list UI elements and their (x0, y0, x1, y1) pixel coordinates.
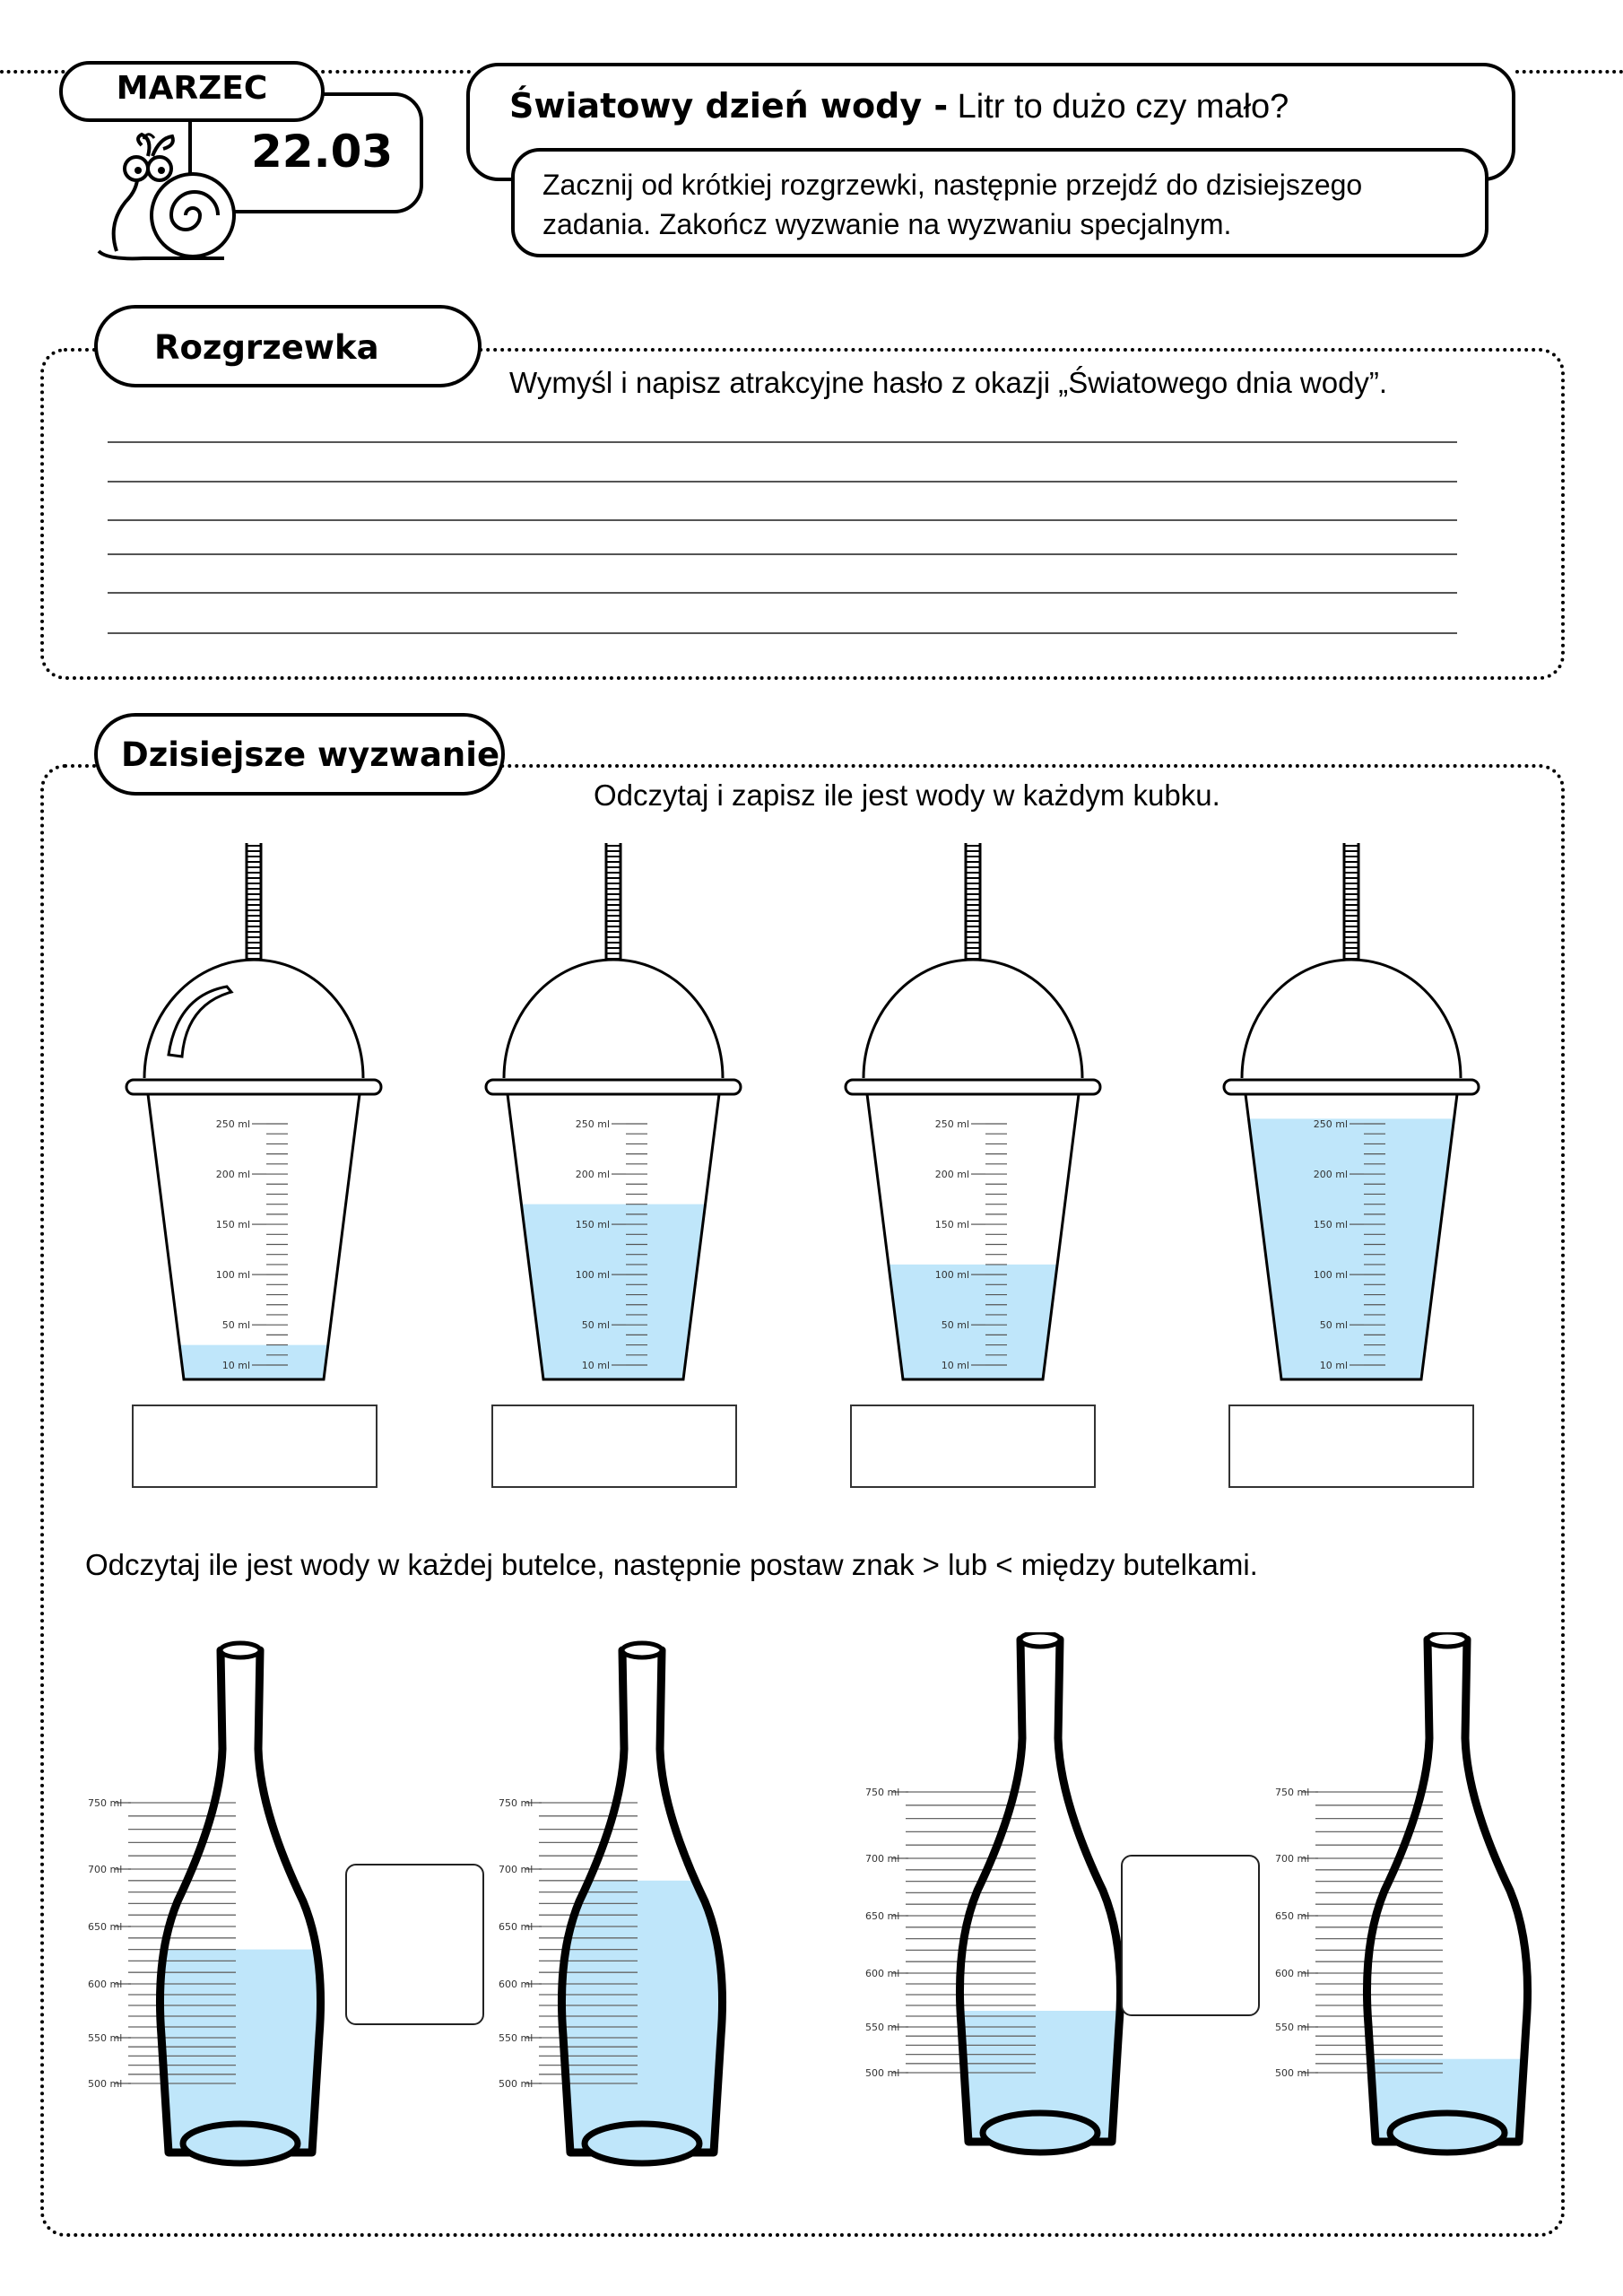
bottle-scale-label: 600 ml (865, 1968, 900, 1979)
cup-scale-label: 250 ml (934, 1118, 969, 1130)
cup-scale-label: 200 ml (215, 1169, 250, 1181)
bottle-scale-label: 500 ml (1275, 2067, 1310, 2079)
title-bold: Światowy dzień wody - (509, 86, 949, 126)
cup-scale-label: 200 ml (575, 1169, 610, 1181)
cup-scale-label: 100 ml (575, 1269, 610, 1282)
cup-rim-1 (126, 1080, 381, 1094)
bottle-scale-label: 650 ml (88, 1921, 123, 1933)
cup-scale-label: 50 ml (221, 1319, 250, 1332)
title-rest: Litr to dużo czy mało? (948, 88, 1289, 126)
writing-line-4[interactable] (108, 553, 1457, 555)
cup-scale-label: 10 ml (941, 1360, 969, 1371)
cup-scale-label: 10 ml (581, 1360, 610, 1371)
intro-line-1: Zacznij od krótkiej rozgrzewki, następnie przejdź do dzisiejszego (542, 169, 1363, 201)
cup-answer-box-1[interactable] (132, 1405, 378, 1488)
cup-scale-label: 200 ml (934, 1169, 969, 1181)
month-label: MARZEC (116, 70, 268, 107)
cup-scale-label: 150 ml (934, 1219, 969, 1231)
bottle-scale-label: 700 ml (1275, 1853, 1310, 1865)
cup-scale-label: 10 ml (1319, 1360, 1348, 1371)
bottle-mouth (221, 1643, 260, 1657)
bottle-base (183, 2124, 298, 2163)
cup-scale-label: 250 ml (1313, 1118, 1348, 1130)
bottle-mouth (1020, 1632, 1060, 1647)
bottle-scale-label: 650 ml (499, 1921, 534, 1933)
top-dotted-rule-mid (314, 70, 471, 74)
bottle-scale-label: 600 ml (1275, 1968, 1310, 1979)
bottle-scale-label: 550 ml (88, 2032, 123, 2044)
cup-body-1 (148, 1094, 360, 1379)
bottle-base (1390, 2113, 1505, 2152)
bottle-scale-label: 550 ml (1275, 2022, 1310, 2033)
challenge-label: Dzisiejsze wyzwanie (121, 735, 500, 774)
cup-answer-box-2[interactable] (491, 1405, 737, 1488)
bottle-scale-label: 650 ml (1275, 1910, 1310, 1922)
bottle-scale-label: 700 ml (88, 1864, 123, 1875)
cup-scale-label: 250 ml (575, 1118, 610, 1130)
bottle-3 (865, 1632, 1130, 2170)
cup-scale-label: 100 ml (215, 1269, 250, 1282)
cup-scale-label: 250 ml (215, 1118, 250, 1130)
cup-rim-4 (1224, 1080, 1479, 1094)
bottle-2 (499, 1643, 732, 2170)
bottles-illustration (0, 1632, 1623, 2170)
cup-scale-label: 50 ml (1319, 1319, 1348, 1332)
cup-scale-label: 200 ml (1313, 1169, 1348, 1181)
writing-line-1[interactable] (108, 441, 1457, 443)
cup-scale-label: 100 ml (1313, 1269, 1348, 1282)
cup-scale-label: 150 ml (575, 1219, 610, 1231)
cup-water-3 (889, 1265, 1057, 1379)
cup-lid-3 (864, 960, 1082, 1078)
cup-rim-3 (846, 1080, 1100, 1094)
warmup-label: Rozgrzewka (154, 328, 379, 367)
cup-scale-label: 100 ml (934, 1269, 969, 1282)
bottle-base (585, 2124, 699, 2163)
bottle-scale-label: 700 ml (499, 1864, 534, 1875)
page-title (509, 86, 1289, 126)
task-2-instruction: Odczytaj ile jest wody w każdej butelce, następnie postaw znak > lub < między butelkami. (85, 1548, 1258, 1581)
cup-rim-2 (486, 1080, 741, 1094)
cups-illustration (0, 843, 1623, 1489)
compare-box-2[interactable] (1121, 1855, 1260, 2016)
cup-scale-label: 50 ml (941, 1319, 969, 1332)
cup-lid-1 (144, 960, 363, 1078)
writing-line-5[interactable] (108, 592, 1457, 594)
intro-line-2: zadania. Zakończ wyzwanie na wyzwaniu specjalnym. (542, 208, 1232, 240)
cup-scale-label: 150 ml (215, 1219, 250, 1231)
top-dotted-rule-right (1515, 70, 1623, 74)
cup-3 (846, 843, 1100, 1379)
bottle-4 (1275, 1632, 1537, 2170)
bottle-base (983, 2113, 1098, 2152)
cup-lid-4 (1242, 960, 1461, 1078)
bottle-scale-label: 750 ml (1275, 1787, 1310, 1798)
bottle-scale-label: 550 ml (865, 2022, 900, 2033)
task-1-instruction: Odczytaj i zapisz ile jest wody w każdym kubku. (594, 778, 1220, 812)
bottle-scale-label: 750 ml (88, 1797, 123, 1809)
bottle-1 (88, 1643, 330, 2170)
bottle-scale-label: 500 ml (499, 2078, 534, 2090)
bottle-scale-label: 600 ml (88, 1979, 123, 1990)
bottle-scale-label: 700 ml (865, 1853, 900, 1865)
warmup-instruction: Wymyśl i napisz atrakcyjne hasło z okazji „Światowego dnia wody”. (509, 366, 1388, 399)
writing-line-6[interactable] (108, 632, 1457, 634)
writing-line-2[interactable] (108, 481, 1457, 483)
bottle-scale-label: 500 ml (88, 2078, 123, 2090)
bottle-mouth (1428, 1632, 1467, 1647)
cup-scale-label: 50 ml (581, 1319, 610, 1332)
writing-line-3[interactable] (108, 519, 1457, 521)
cup-answer-box-3[interactable] (850, 1405, 1096, 1488)
cup-1 (126, 843, 381, 1379)
date-text: 22.03 (251, 126, 394, 178)
cup-water-4 (1248, 1118, 1454, 1379)
bottle-scale-label: 750 ml (499, 1797, 534, 1809)
cup-2 (486, 843, 741, 1379)
cup-water-1 (179, 1345, 328, 1379)
cup-4 (1224, 843, 1479, 1379)
cup-lid-2 (504, 960, 723, 1078)
bottle-scale-label: 750 ml (865, 1787, 900, 1798)
bottle-scale-label: 650 ml (865, 1910, 900, 1922)
bottle-mouth (622, 1643, 662, 1657)
cup-water-2 (521, 1205, 705, 1379)
bottle-scale-label: 550 ml (499, 2032, 534, 2044)
compare-box-1[interactable] (345, 1864, 484, 2025)
snail-mascot-icon (90, 126, 242, 269)
cup-answer-box-4[interactable] (1228, 1405, 1474, 1488)
bottle-scale-label: 600 ml (499, 1979, 534, 1990)
cup-scale-label: 150 ml (1313, 1219, 1348, 1231)
cup-scale-label: 10 ml (221, 1360, 250, 1371)
bottle-scale-label: 500 ml (865, 2067, 900, 2079)
